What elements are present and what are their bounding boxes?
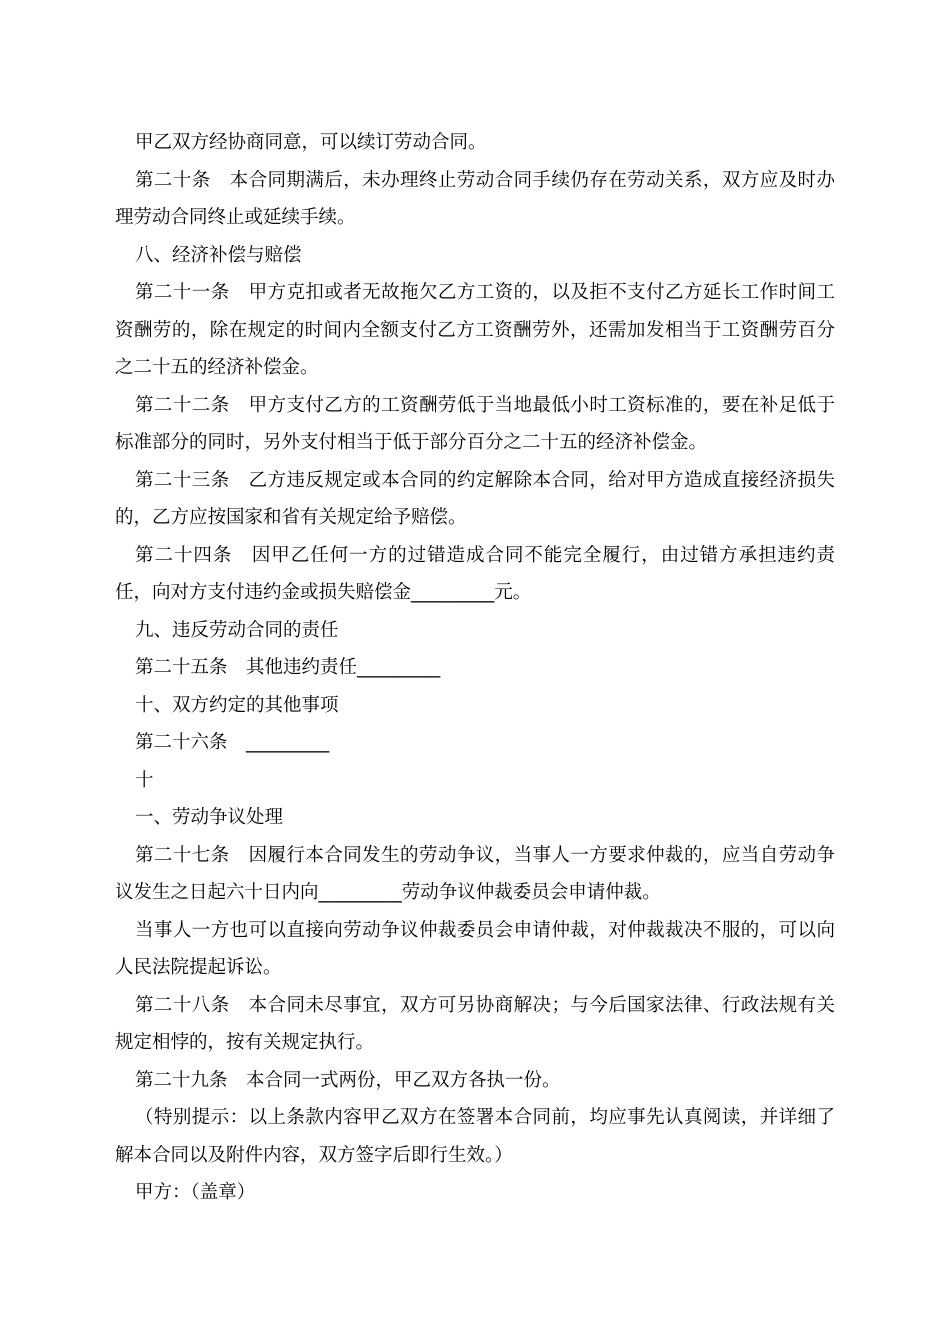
section-heading-10: 十、双方约定的其他事项 bbox=[135, 694, 339, 716]
article-24: 第二十四条 因甲乙任何一方的过错造成合同不能完全履行，由过错方承担违约责任，向对方支付违约金或损失赔偿金_________元。 bbox=[115, 544, 835, 603]
section-heading-11-part1: 十 bbox=[135, 769, 154, 791]
article-27: 第二十七条 因履行本合同发生的劳动争议，当事人一方要求仲裁的，应当自劳动争议发生之日起六十日内向_________劳动争议仲裁委员会申请仲裁。 bbox=[115, 844, 835, 903]
article-22: 第二十二条 甲方支付乙方的工资酬劳低于当地最低小时工资标准的，要在补足低于标准部分的同时，另外支付相当于低于部分百分之二十五的经济补偿金。 bbox=[115, 394, 835, 453]
article-26: 第二十六条 _________ bbox=[135, 732, 330, 753]
article-28: 第二十八条 本合同未尽事宜，双方可另协商解决；与今后国家法律、行政法规有关规定相悖的，按有关规定执行。 bbox=[115, 994, 835, 1053]
document-body bbox=[115, 124, 835, 1212]
article-29: 第二十九条 本合同一式两份，甲乙双方各执一份。 bbox=[135, 1069, 561, 1091]
section-heading-9: 九、违反劳动合同的责任 bbox=[135, 619, 339, 641]
article-25: 第二十五条 其他违约责任_________ bbox=[135, 657, 441, 678]
section-heading-11-part2: 一、劳动争议处理 bbox=[135, 807, 284, 828]
paragraph-renewal: 甲乙双方经协商同意，可以续订劳动合同。 bbox=[135, 132, 487, 153]
article-27-continued: 当事人一方也可以直接向劳动争议仲裁委员会申请仲裁，对仲裁裁决不服的，可以向人民法院提起诉讼。 bbox=[115, 919, 835, 978]
special-notice: （特别提示：以上条款内容甲乙双方在签署本合同前，均应事先认真阅读，并详细了解本合同以及附件内容，双方签字后即行生效。） bbox=[115, 1107, 835, 1166]
section-heading-8: 八、经济补偿与赔偿 bbox=[135, 244, 302, 266]
article-23: 第二十三条 乙方违反规定或本合同的约定解除本合同，给对甲方造成直接经济损失的，乙方应按国家和省有关规定给予赔偿。 bbox=[115, 469, 835, 528]
article-20: 第二十条 本合同期满后，未办理终止劳动合同手续仍存在劳动关系，双方应及时办理劳动合同终止或延续手续。 bbox=[115, 169, 835, 228]
article-21: 第二十一条 甲方克扣或者无故拖欠乙方工资的，以及拒不支付乙方延长工作时间工资酬劳的，除在规定的时间内全额支付乙方工资酬劳外，还需加发相当于工资酬劳百分之二十五的经济补偿金。 bbox=[115, 282, 835, 378]
party-a-seal-line: 甲方：（盖章） bbox=[135, 1182, 256, 1203]
